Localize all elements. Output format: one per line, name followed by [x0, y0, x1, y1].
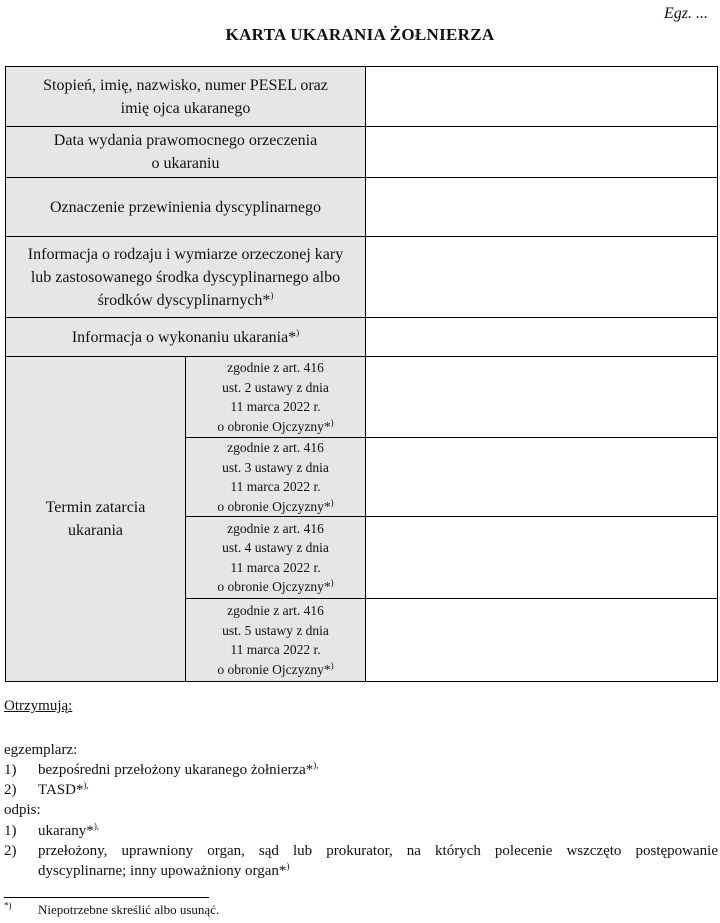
- penalty-card-table: [5, 66, 718, 682]
- field-label-offence: Oznaczenie przewinienia dyscyplinarnego: [6, 178, 366, 237]
- footnote: [4, 900, 220, 918]
- expungement-basis-ust4: zgodnie z art. 416 ust. 4 ustawy z dnia 11 marca 2022 r. o obronie Ojczyzny*): [186, 517, 366, 599]
- table-row: [6, 357, 718, 438]
- recipients-heading: Otrzymują:: [4, 698, 73, 714]
- field-value-expungement-ust2[interactable]: [366, 357, 718, 438]
- field-label-identity: Stopień, imię, nazwisko, numer PESEL oraz imię ojca ukaranego: [6, 67, 366, 127]
- expungement-basis-ust3: zgodnie z art. 416 ust. 3 ustawy z dnia 11 marca 2022 r. o obronie Ojczyzny*): [186, 438, 366, 517]
- table-row: [6, 178, 718, 237]
- field-label-judgment-date: Data wydania prawomocnego orzeczenia o ukaraniu: [6, 127, 366, 178]
- field-value-expungement-ust5[interactable]: [366, 599, 718, 682]
- footnote-text: Niepotrzebne skreślić albo usunąć.: [38, 902, 220, 917]
- table-row: [6, 67, 718, 127]
- duplicate-label: odpis:: [4, 802, 41, 818]
- document-title: KARTA UKARANIA ŻOŁNIERZA: [225, 25, 495, 44]
- expungement-basis-ust5: zgodnie z art. 416 ust. 5 ustawy z dnia 11 marca 2022 r. o obronie Ojczyzny*): [186, 599, 366, 682]
- expungement-basis-ust2: zgodnie z art. 416 ust. 2 ustawy z dnia 11 marca 2022 r. o obronie Ojczyzny*): [186, 357, 366, 438]
- table-row: [6, 318, 718, 357]
- table-row: [6, 237, 718, 318]
- field-value-expungement-ust3[interactable]: [366, 438, 718, 517]
- field-value-offence[interactable]: [366, 178, 718, 237]
- footnote-divider: [4, 897, 209, 898]
- field-label-expungement-term: Termin zatarcia ukarania: [6, 357, 186, 682]
- field-value-identity[interactable]: [366, 67, 718, 127]
- copy-label: egzemplarz:: [4, 742, 78, 758]
- field-label-penalty-type: Informacja o rodzaju i wymiarze orzeczonej kary lub zastosowanego środka dyscyplinarnego albo środków dyscyplinarnych*): [6, 237, 366, 318]
- field-value-judgment-date[interactable]: [366, 127, 718, 178]
- table-row: [6, 127, 718, 178]
- field-label-execution: Informacja o wykonaniu ukarania*): [6, 318, 366, 357]
- copy-number: Egz. ...: [664, 5, 708, 22]
- footnote-mark: *): [4, 900, 12, 911]
- field-value-execution[interactable]: [366, 318, 718, 357]
- field-value-expungement-ust4[interactable]: [366, 517, 718, 599]
- field-value-penalty-type[interactable]: [366, 237, 718, 318]
